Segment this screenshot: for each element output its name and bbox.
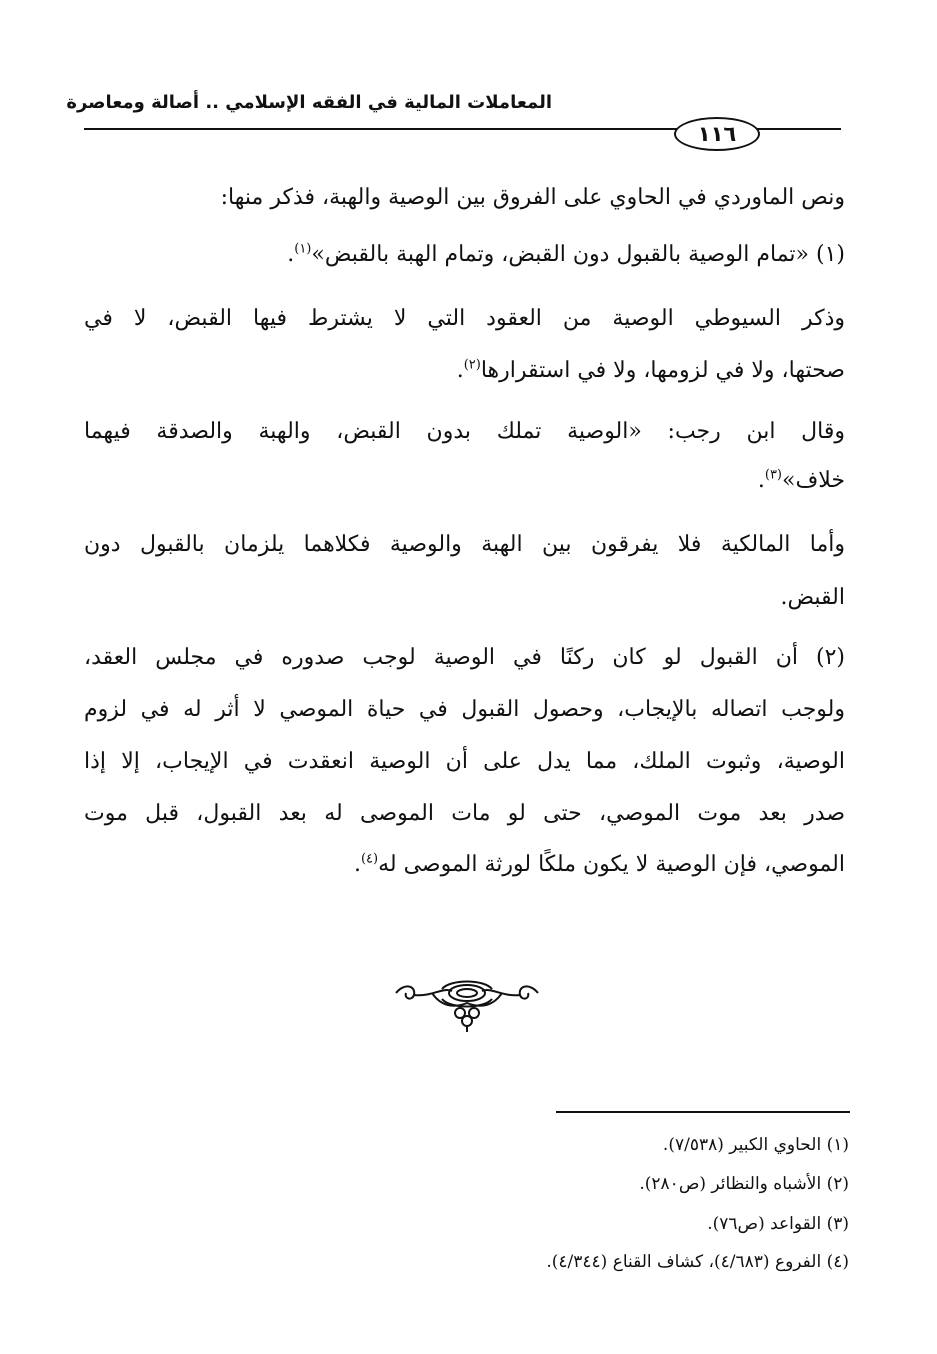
body-line-7: وأما المالكية فلا يفرقون بين الهبة والوصية فكلاهما يلزمان بالقبول دون bbox=[84, 532, 845, 557]
body-line-10: ولوجب اتصاله بالإيجاب، وحصول القبول في حياة الموصي لا أثر له في لزوم bbox=[84, 697, 845, 722]
footnote-ref-3: (٣) bbox=[764, 467, 782, 483]
footnote-rule bbox=[556, 1111, 850, 1113]
body-line-12: صدر بعد موت الموصي، حتى لو مات الموصى له بعد القبول، قبل موت bbox=[84, 801, 845, 826]
body-line-11: الوصية، وثبوت الملك، مما يدل على أن الوصية انعقدت في الإيجاب، إلا إذا bbox=[84, 749, 845, 774]
running-header-title: المعاملات المالية في الفقه الإسلامي .. أصالة ومعاصرة bbox=[66, 92, 552, 113]
footnote-ref-1: (١) bbox=[294, 241, 312, 257]
footnote-ref-4: (٤) bbox=[360, 851, 379, 867]
page-number: ١١٦ bbox=[674, 117, 760, 151]
ornament-divider-icon bbox=[392, 975, 542, 1035]
footnote-2: (٢) الأشباه والنظائر (ص٢٨٠). bbox=[639, 1174, 849, 1194]
body-line-9: (٢) أن القبول لو كان ركنًا في الوصية لوجب صدوره في مجلس العقد، bbox=[84, 645, 845, 670]
footnote-ref-2: (٢) bbox=[463, 357, 481, 373]
body-line-5: وقال ابن رجب: «الوصية تملك بدون القبض، والهبة والصدقة فيهما bbox=[84, 419, 845, 444]
footnote-3: (٣) القواعد (ص٧٦). bbox=[707, 1214, 849, 1234]
footnote-1: (١) الحاوي الكبير (٧/٥٣٨). bbox=[662, 1135, 849, 1155]
body-line-3: وذكر السيوطي الوصية من العقود التي لا يشترط فيها القبض، لا في bbox=[84, 306, 845, 331]
body-line-8: القبض. bbox=[780, 585, 845, 610]
body-line-2: (١) «تمام الوصية بالقبول دون القبض، وتمام الهبة بالقبض»$^{(١)}$. bbox=[287, 241, 845, 267]
body-line-6: خلاف»$^{(٣)}$. bbox=[757, 467, 845, 493]
footnote-4: (٤) الفروع (٤/٦٨٣)، كشاف القناع (٤/٣٤٤). bbox=[546, 1252, 849, 1272]
body-line-4: صحتها، ولا في لزومها، ولا في استقرارها$^{(٢)}$. bbox=[456, 357, 845, 383]
body-line-13: الموصي، فإن الوصية لا يكون ملكًا لورثة الموصى له$^{(٤)}$. bbox=[353, 851, 845, 877]
body-line-1: ونص الماوردي في الحاوي على الفروق بين الوصية والهبة، فذكر منها: bbox=[220, 185, 845, 210]
